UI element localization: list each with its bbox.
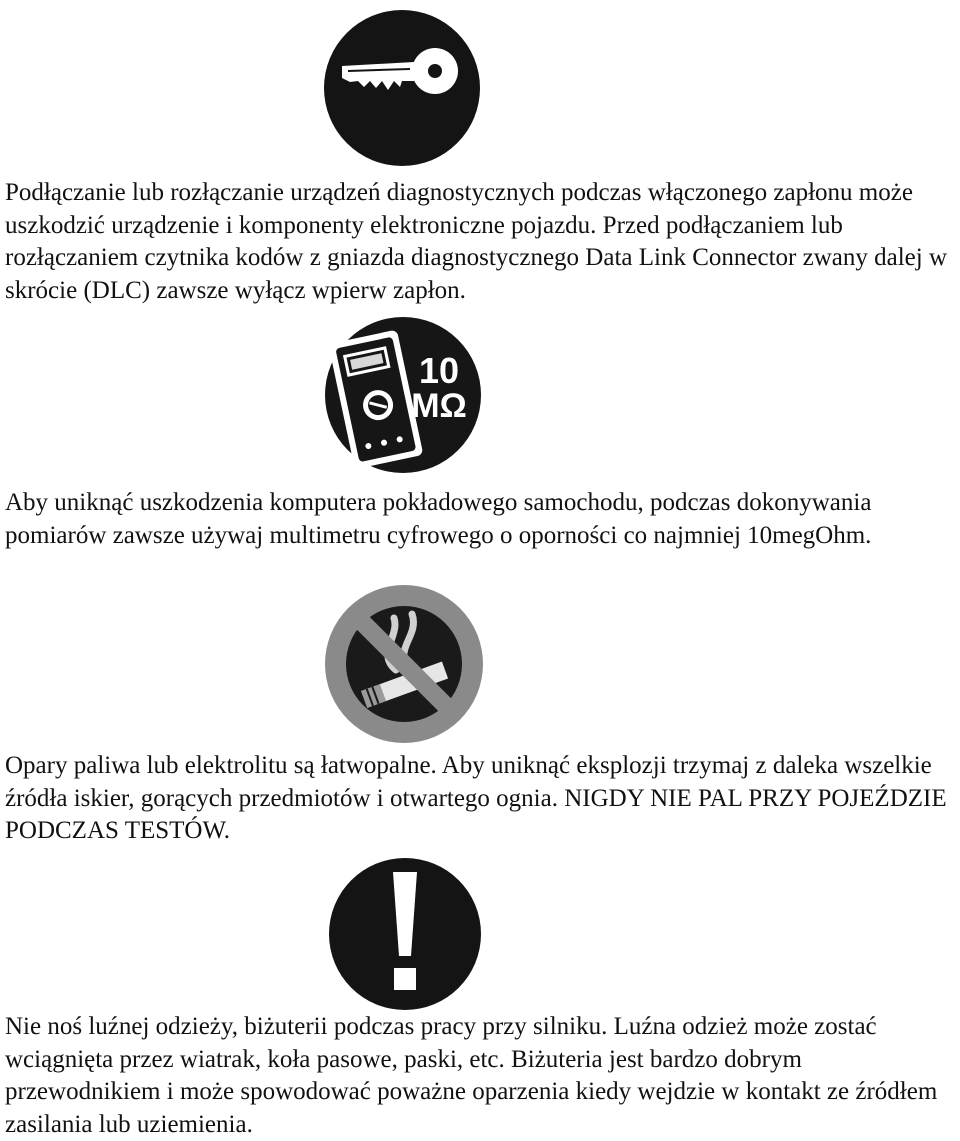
key-icon: [322, 8, 482, 168]
paragraph-ignition-warning: Podłączanie lub rozłączanie urządzeń diagnostycznych podczas włączonego zapłonu może uszkodzić urządzenie i komponenty elektroniczne pojazdu. Przed podłączaniem lub rozłączaniem czytnika kodów z gniazda diagnostycznego Data Link Connector zwany dalej w skrócie (DLC) zawsze wyłącz wpierw zapłon.: [5, 179, 947, 304]
meter-label-ten: 10: [418, 350, 460, 391]
exclamation-icon: [327, 856, 483, 1012]
paragraph-flammable-warning: Opary paliwa lub elektrolitu są łatwopalne. Aby uniknąć eksplozji trzymaj z daleka wszelkie źródła iskier, gorących przedmiotów i otwartego ognia. NIGDY NIE PAL PRZY POJEŹDZIE PODCZAS TESTÓW.: [5, 752, 947, 844]
no-smoking-icon: [324, 584, 484, 744]
paragraph-multimeter-warning: Aby uniknąć uszkodzenia komputera pokładowego samochodu, podczas dokonywania pomiarów zawsze używaj multimetru cyfrowego o oporności co najmniej 10megOhm.: [5, 489, 872, 549]
multimeter-icon: [323, 315, 483, 475]
paragraph-clothing-warning: Nie noś luźnej odzieży, biżuterii podczas pracy przy silniku. Luźna odzież może zostać wciągnięta przez wiatrak, koła pasowe, paski, etc. Biżuteria jest bardzo dobrym przewodnikiem i może spowodować poważne oparzenia kiedy wejdzie w kontakt ze źródłem zasilania lub uziemienia.: [5, 1013, 938, 1138]
meter-label-megaohm: MΩ: [411, 387, 467, 425]
